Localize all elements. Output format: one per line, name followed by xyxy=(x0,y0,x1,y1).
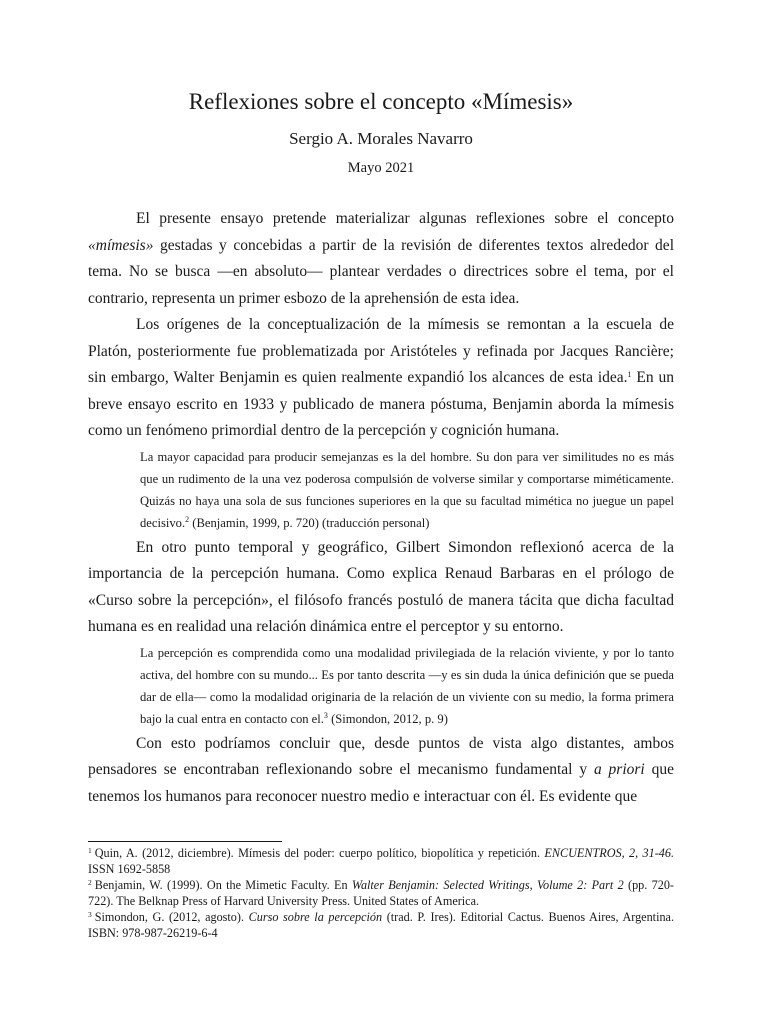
footnote-3: $^3$ Simondon, G. (2012, agosto). Curso sobre la percepción (trad. P. Ires). Editorial Cactus. Buenos Aires, Argentina. ISBN: 978-987-26219-6-4 xyxy=(88,910,675,940)
block-quote-benjamin: La mayor capacidad para producir semejanzas es la del hombre. Su don para ver similitudes no es más que un rudimento de la una vez poderosa compulsión de volverse similar y comportarse miméticamente. Quizás no haya una sola de sus funciones superiores en la que su facultad mimética no juegue un papel decisivo.$^2$ (Benjamin, 1999, p. 720) (traducción personal) xyxy=(140,449,674,530)
paragraph-1: El presente ensayo pretende materializar algunas reflexiones sobre el concepto «mímesis» gestadas y concebidas a partir de la revisión de diferentes textos alrededor del tema. No se busca —en absoluto— plantear verdades o directrices sobre el tema, por el contrario, representa un primer esbozo de la aprehensión de esta idea. xyxy=(88,210,674,307)
emphasis-mimesis: «mímesis» xyxy=(88,236,154,254)
paragraph-4: Con esto podríamos concluir que, desde puntos de vista algo distantes, ambos pensadores se encontraban reflexionando sobre el mecanismo fundamental y a priori que tenemos los humanos para reconocer nuestro medio e interactuar con él. Es evidente que xyxy=(88,734,674,805)
footnote-separator xyxy=(88,841,282,842)
publication-date: Mayo 2021 xyxy=(347,160,415,176)
footnote-2: $^2$ Benjamin, W. (1999). On the Mimetic Faculty. En Walter Benjamin: Selected Writings, Volume 2: Part 2 (pp. 720-722). The Belknap Press of Harvard University Press. United States of America. xyxy=(88,878,674,908)
paragraph-2: Los orígenes de la conceptualización de la mímesis se remontan a la escuela de Platón, posteriormente fue problematizada por Aristóteles y refinada por Jacques Rancière; sin embargo, Walter Benjamin es quien realmente expandió los alcances de esta idea.$^1$ En un breve ensayo escrito en 1933 y publicado de manera póstuma, Benjamin aborda la mímesis como un fenómeno primordial dentro de la percepción y cognición humana. xyxy=(88,316,675,439)
paragraph-3: En otro punto temporal y geográfico, Gilbert Simondon reflexionó acerca de la importancia de la percepción humana. Como explica Renaud Barbaras en el prólogo de «Curso sobre la percepción», el filósofo francés postuló de manera tácita que dicha facultad humana es en realidad una relación dinámica entre el perceptor y su entorno. xyxy=(88,538,674,635)
author-name: Sergio A. Morales Navarro xyxy=(289,129,473,148)
footnotes xyxy=(88,846,674,942)
document-title: Reflexiones sobre el concepto «Mímesis» xyxy=(188,89,574,114)
footnote-ref-3[interactable]: 3 xyxy=(323,710,328,720)
emphasis-a-priori: a priori xyxy=(593,761,645,778)
essay-body xyxy=(88,206,674,810)
footnote-ref-2[interactable]: 2 xyxy=(185,514,190,524)
block-quote-simondon: La percepción es comprendida como una modalidad privilegiada de la relación viviente, y por lo tanto activa, del hombre con su mundo... Es por tanto descrita —y es sin duda la única definición que se pueda dar de ella— como la modalidad originaria de la relación de un viviente con su medio, la forma primera bajo la cual entra en contacto con el.$^3$ (Simondon, 2012, p. 9) xyxy=(140,645,674,726)
footnote-ref-1[interactable]: 1 xyxy=(627,370,632,379)
footnote-1: $^1$ Quin, A. (2012, diciembre). Mímesis del poder: cuerpo político, biopolítica y repetición. ENCUENTROS, 2, 31-46. ISSN 1692-5858 xyxy=(88,846,674,876)
